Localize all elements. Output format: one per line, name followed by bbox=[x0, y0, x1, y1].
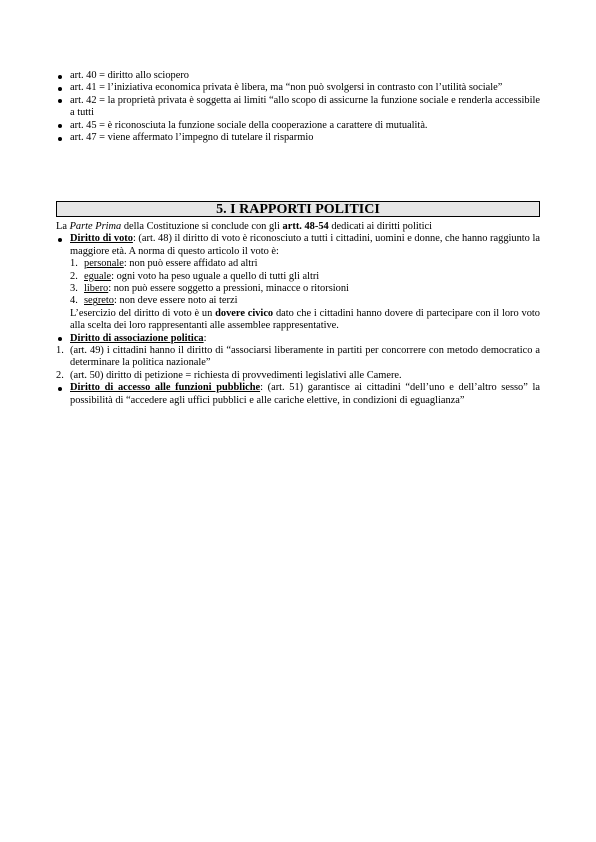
list-item: art. 40 = diritto allo sciopero bbox=[56, 70, 540, 82]
list-item: art. 42 = la proprietà privata è soggetta ai limiti “allo scopo di assicurne la funzione sociale e renderla accessibile a tutti bbox=[56, 95, 540, 120]
list-item: 3. libero: non può essere soggetto a pressioni, minacce o ritorsioni bbox=[70, 283, 349, 295]
section-body bbox=[56, 221, 540, 407]
list-item: 4. segreto: non deve essere noto ai terzi bbox=[70, 295, 238, 307]
rights-list bbox=[56, 233, 540, 345]
list-item: art. 45 = è riconosciuta la funzione sociale della cooperazione a carattere di mutualità. bbox=[56, 120, 540, 132]
bullet-icon bbox=[58, 337, 62, 341]
bullet-icon bbox=[58, 124, 62, 128]
list-item-associazione: Diritto di associazione politica: bbox=[56, 333, 540, 345]
list-item: art. 41 = l’iniziativa economica privata è libera, ma “non può svolgersi in contrasto con l’utilità sociale” bbox=[56, 82, 540, 94]
articles-list-block bbox=[56, 70, 540, 144]
list-item: 2. (art. 50) diritto di petizione = richiesta di provvedimenti legislativi alle Camere. bbox=[56, 369, 402, 381]
list-item: 1. personale: non può essere affidato ad altri bbox=[70, 258, 258, 270]
bullet-icon bbox=[58, 99, 62, 103]
bullet-icon bbox=[58, 87, 62, 91]
rights-list-2 bbox=[56, 382, 540, 407]
associazione-heading: Diritto di associazione politica bbox=[70, 332, 204, 344]
voto-properties bbox=[70, 258, 540, 308]
list-item: 2. eguale: ogni voto ha peso uguale a quello di tutti gli altri bbox=[70, 270, 320, 282]
list-item: art. 47 = viene affermato l’impegno di tutelare il risparmio bbox=[56, 132, 540, 144]
bullet-icon bbox=[58, 137, 62, 141]
list-item-voto: Diritto di voto: (art. 48) il diritto di voto è riconosciuto a tutti i cittadini, uomini e donne, che hanno raggiunto la maggiore età. A norma di questo articolo il voto è: 1. personale: non può essere affidato ad altri 2. eguale: ogni voto ha peso uguale a quello di tutti gli altri 3. libero: non può essere soggetto a pressioni, minacce o ritorsioni 4. segreto: non deve essere noto ai terzi L’esercizio del diritto di voto è un dovere civico dato che i cittadini hanno dovere di partecipare con il loro voto alla scelta dei loro rappresentanti alle assemblee rappresentative. bbox=[56, 233, 540, 332]
civic-duty-paragraph: L’esercizio del diritto di voto è un dovere civico dato che i cittadini hanno dovere di partecipare con il loro voto alla scelta dei loro rappresentanti alle assemblee rappresentative. bbox=[70, 307, 541, 332]
associazione-list bbox=[56, 345, 540, 382]
bullet-icon bbox=[58, 238, 62, 242]
list-item-accesso: Diritto di accesso alle funzioni pubbliche: (art. 51) garantisce ai cittadini “dell’uno e dell’altro sesso” la possibilità di “accedere agli uffici pubblici e alle cariche elettive, in condizioni di eguaglianza” bbox=[56, 382, 540, 407]
voto-heading: Diritto di voto bbox=[70, 233, 133, 245]
bullet-icon bbox=[58, 75, 62, 79]
section-intro: La Parte Prima della Costituzione si conclude con gli artt. 48-54 dedicati ai diritti politici bbox=[56, 221, 433, 232]
articles-list bbox=[56, 70, 540, 144]
list-item: 1. (art. 49) i cittadini hanno il diritto di “associarsi liberamente in partiti per concorrere con metodo democratico a determinare la politica nazionale” bbox=[56, 345, 540, 369]
bullet-icon bbox=[58, 387, 62, 391]
accesso-heading: Diritto di accesso alle funzioni pubbliche bbox=[70, 382, 261, 394]
section-heading: 5. I RAPPORTI POLITICI bbox=[56, 201, 540, 217]
